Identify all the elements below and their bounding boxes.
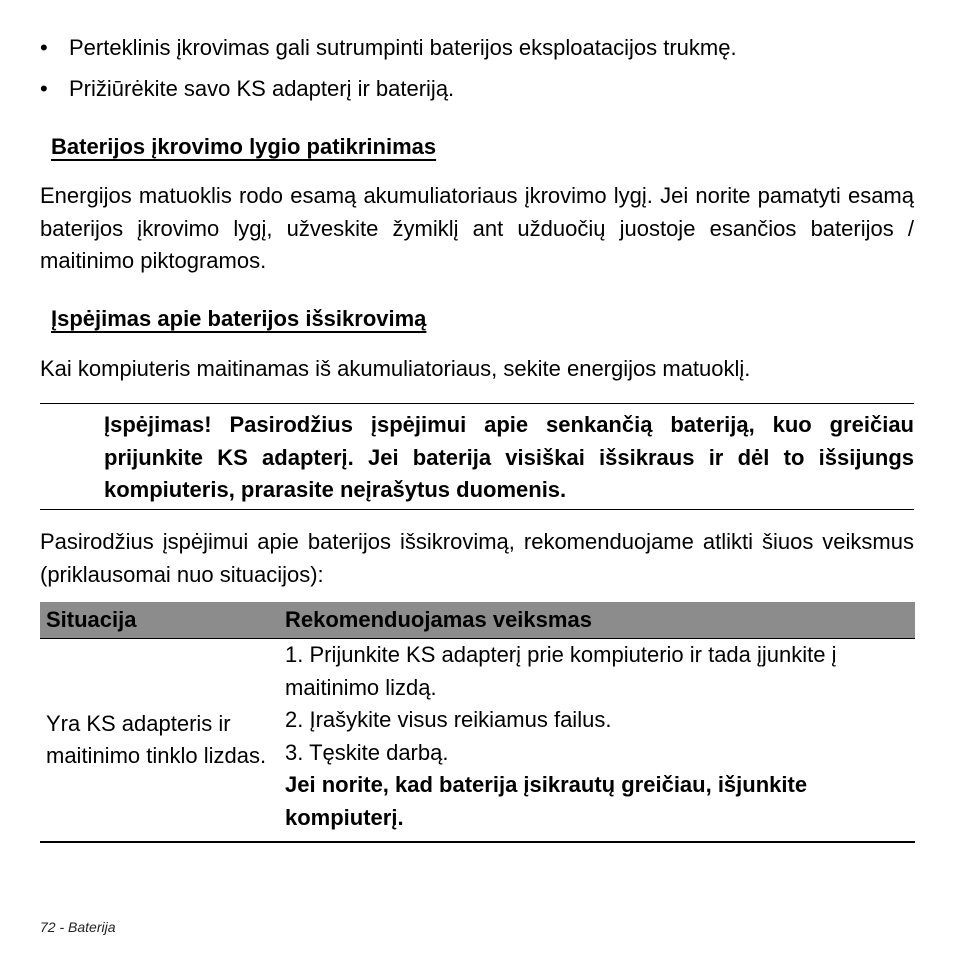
bullet-icon: • [40,35,48,60]
bullet-icon: • [40,76,48,101]
list-item [40,73,920,114]
action-step: 3. Tęskite darbą. [285,739,449,765]
section-heading-low-battery: Įspėjimas apie baterijos išsikrovimą [51,306,427,331]
section-text-charge-level: Energijos matuoklis rodo esamą akumuliatoriaus įkrovimo lygį. Jei norite pamatyti esamą baterijos įkrovimo lygį, užveskite žymiklį ant užduočių juostoje esančios baterijos / maitinimo piktogramos. [40,183,914,273]
column-header-action: Rekomenduojamas veiksmas [279,602,915,639]
action-note: Jei norite, kad baterija įsikrautų greičiau, išjunkite kompiuterį. [285,772,808,830]
action-cell [279,639,915,843]
section-heading-charge-level: Baterijos įkrovimo lygio patikrinimas [51,134,437,159]
action-step: 2. Įrašykite visus reikiamus failus. [285,707,612,732]
bullet-text: Prižiūrėkite savo KS adapterį ir bateriją. [69,76,455,101]
list-item [40,32,920,73]
situation-cell: Yra KS adapteris ir maitinimo tinklo lizdas. [46,710,267,768]
warning-text: Įspėjimas! Pasirodžius įspėjimui apie senkančią bateriją, kuo greičiau prijunkite KS adapterį. Jei baterija visiškai išsikraus ir dėl to išsijungs kompiuteris, prarasite neįrašytus duomenis. [104,412,914,502]
page-footer: 72 - Baterija [40,919,116,935]
warning-box [40,403,914,510]
recommendation-table [40,602,915,843]
intro-text: Pasirodžius įspėjimui apie baterijos išsikrovimą, rekomenduojame atlikti šiuos veiksmus (priklausomai nuo situacijos): [40,529,914,587]
table-row [40,639,915,843]
table-header-row [40,602,915,639]
action-step: 1. Prijunkite KS adapterį prie kompiuterio ir tada įjunkite į maitinimo lizdą. [285,642,837,700]
column-header-situation: Situacija [40,602,279,639]
section-text-low-battery: Kai kompiuteris maitinamas iš akumuliatoriaus, sekite energijos matuoklį. [40,356,751,381]
bullet-text: Perteklinis įkrovimas gali sutrumpinti baterijos eksploatacijos trukmę. [69,35,737,60]
bullet-list [40,32,920,114]
